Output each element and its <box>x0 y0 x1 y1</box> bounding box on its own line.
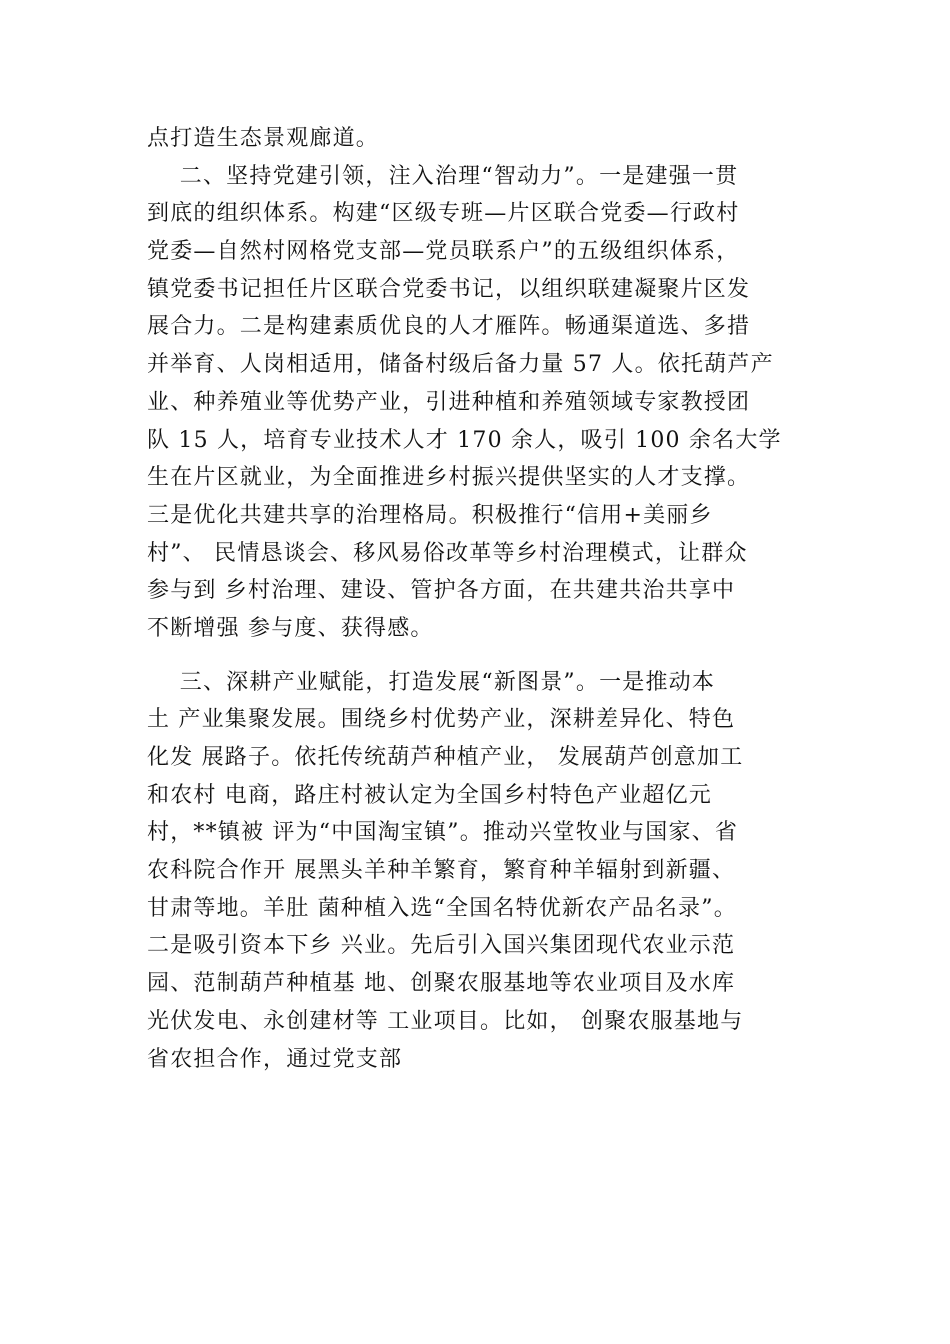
text-line: 二是吸引资本下乡 兴业。先后引入国兴集团现代农业示范 <box>147 933 736 959</box>
text-line: 三、深耕产业赋能，打造发展“新图景”。一是推动本 <box>147 669 716 695</box>
paragraph-3 <box>147 664 827 1079</box>
text-line: 不断增强 参与度、获得感。 <box>147 615 434 641</box>
text-line: 党委—自然村网格党支部—党员联系户”的五级组织体系， <box>147 239 740 265</box>
text-line: 甘肃等地。羊肚 菌种植入选“全国名特优新农产品名录”。 <box>147 895 737 921</box>
text-line: 园、范制葫芦种植基 地、创聚农服基地等农业项目及水库 <box>147 971 736 997</box>
text-line: 到底的组织体系。构建“区级专班—片区联合党委—行政村 <box>147 201 740 227</box>
text-line: 点打造生态景观廊道。 <box>147 126 380 151</box>
paragraph-gap <box>147 648 827 664</box>
text-line: 展合力。二是构建素质优良的人才雁阵。畅通渠道选、多措 <box>147 314 751 340</box>
text-line: 队 15 人，培育专业技术人才 170 余人，吸引 100 余名大学 <box>147 427 782 453</box>
text-line: 生在片区就业，为全面推进乡村振兴提供坚实的人才支撑。 <box>147 465 751 491</box>
text-line: 省农担合作，通过党支部 <box>147 1046 403 1072</box>
text-line: 化发 展路子。依托传统葫芦种植产业， 发展葫芦创意加工 <box>147 745 744 770</box>
paragraph-2 <box>147 158 827 648</box>
paragraph-1 <box>147 120 827 158</box>
text-line: 参与到 乡村治理、建设、管护各方面，在共建共治共享中 <box>147 578 736 604</box>
text-line: 村，**镇被 评为“中国淘宝镇”。推动兴堂牧业与国家、省 <box>147 820 739 846</box>
text-line: 业、种养殖业等优势产业，引进种植和养殖领域专家教授团 <box>147 389 751 415</box>
text-line: 三是优化共建共享的治理格局。积极推行“信用+美丽乡 <box>147 502 713 528</box>
text-line: 二、坚持党建引领，注入治理“智动力”。一是建强一贯 <box>147 163 739 189</box>
text-line: 农科院合作开 展黑头羊种羊繁育，繁育种羊辐射到新疆、 <box>147 858 736 884</box>
text-line: 村”、 民情恳谈会、移风易俗改革等乡村治理模式，让群众 <box>147 540 748 566</box>
text-line: 镇党委书记担任片区联合党委书记，以组织联建凝聚片区发 <box>147 276 751 302</box>
text-line: 土 产业集聚发展。围绕乡村优势产业，深耕差异化、特色 <box>147 707 736 733</box>
text-line: 并举育、人岗相适用，储备村级后备力量 57 人。依托葫芦产 <box>147 352 774 378</box>
body-text <box>147 120 827 1078</box>
text-line: 和农村 电商，路庄村被认定为全国乡村特色产业超亿元 <box>147 782 712 808</box>
text-line: 光伏发电、永创建材等 工业项目。比如， 创聚农服基地与 <box>147 1008 744 1034</box>
